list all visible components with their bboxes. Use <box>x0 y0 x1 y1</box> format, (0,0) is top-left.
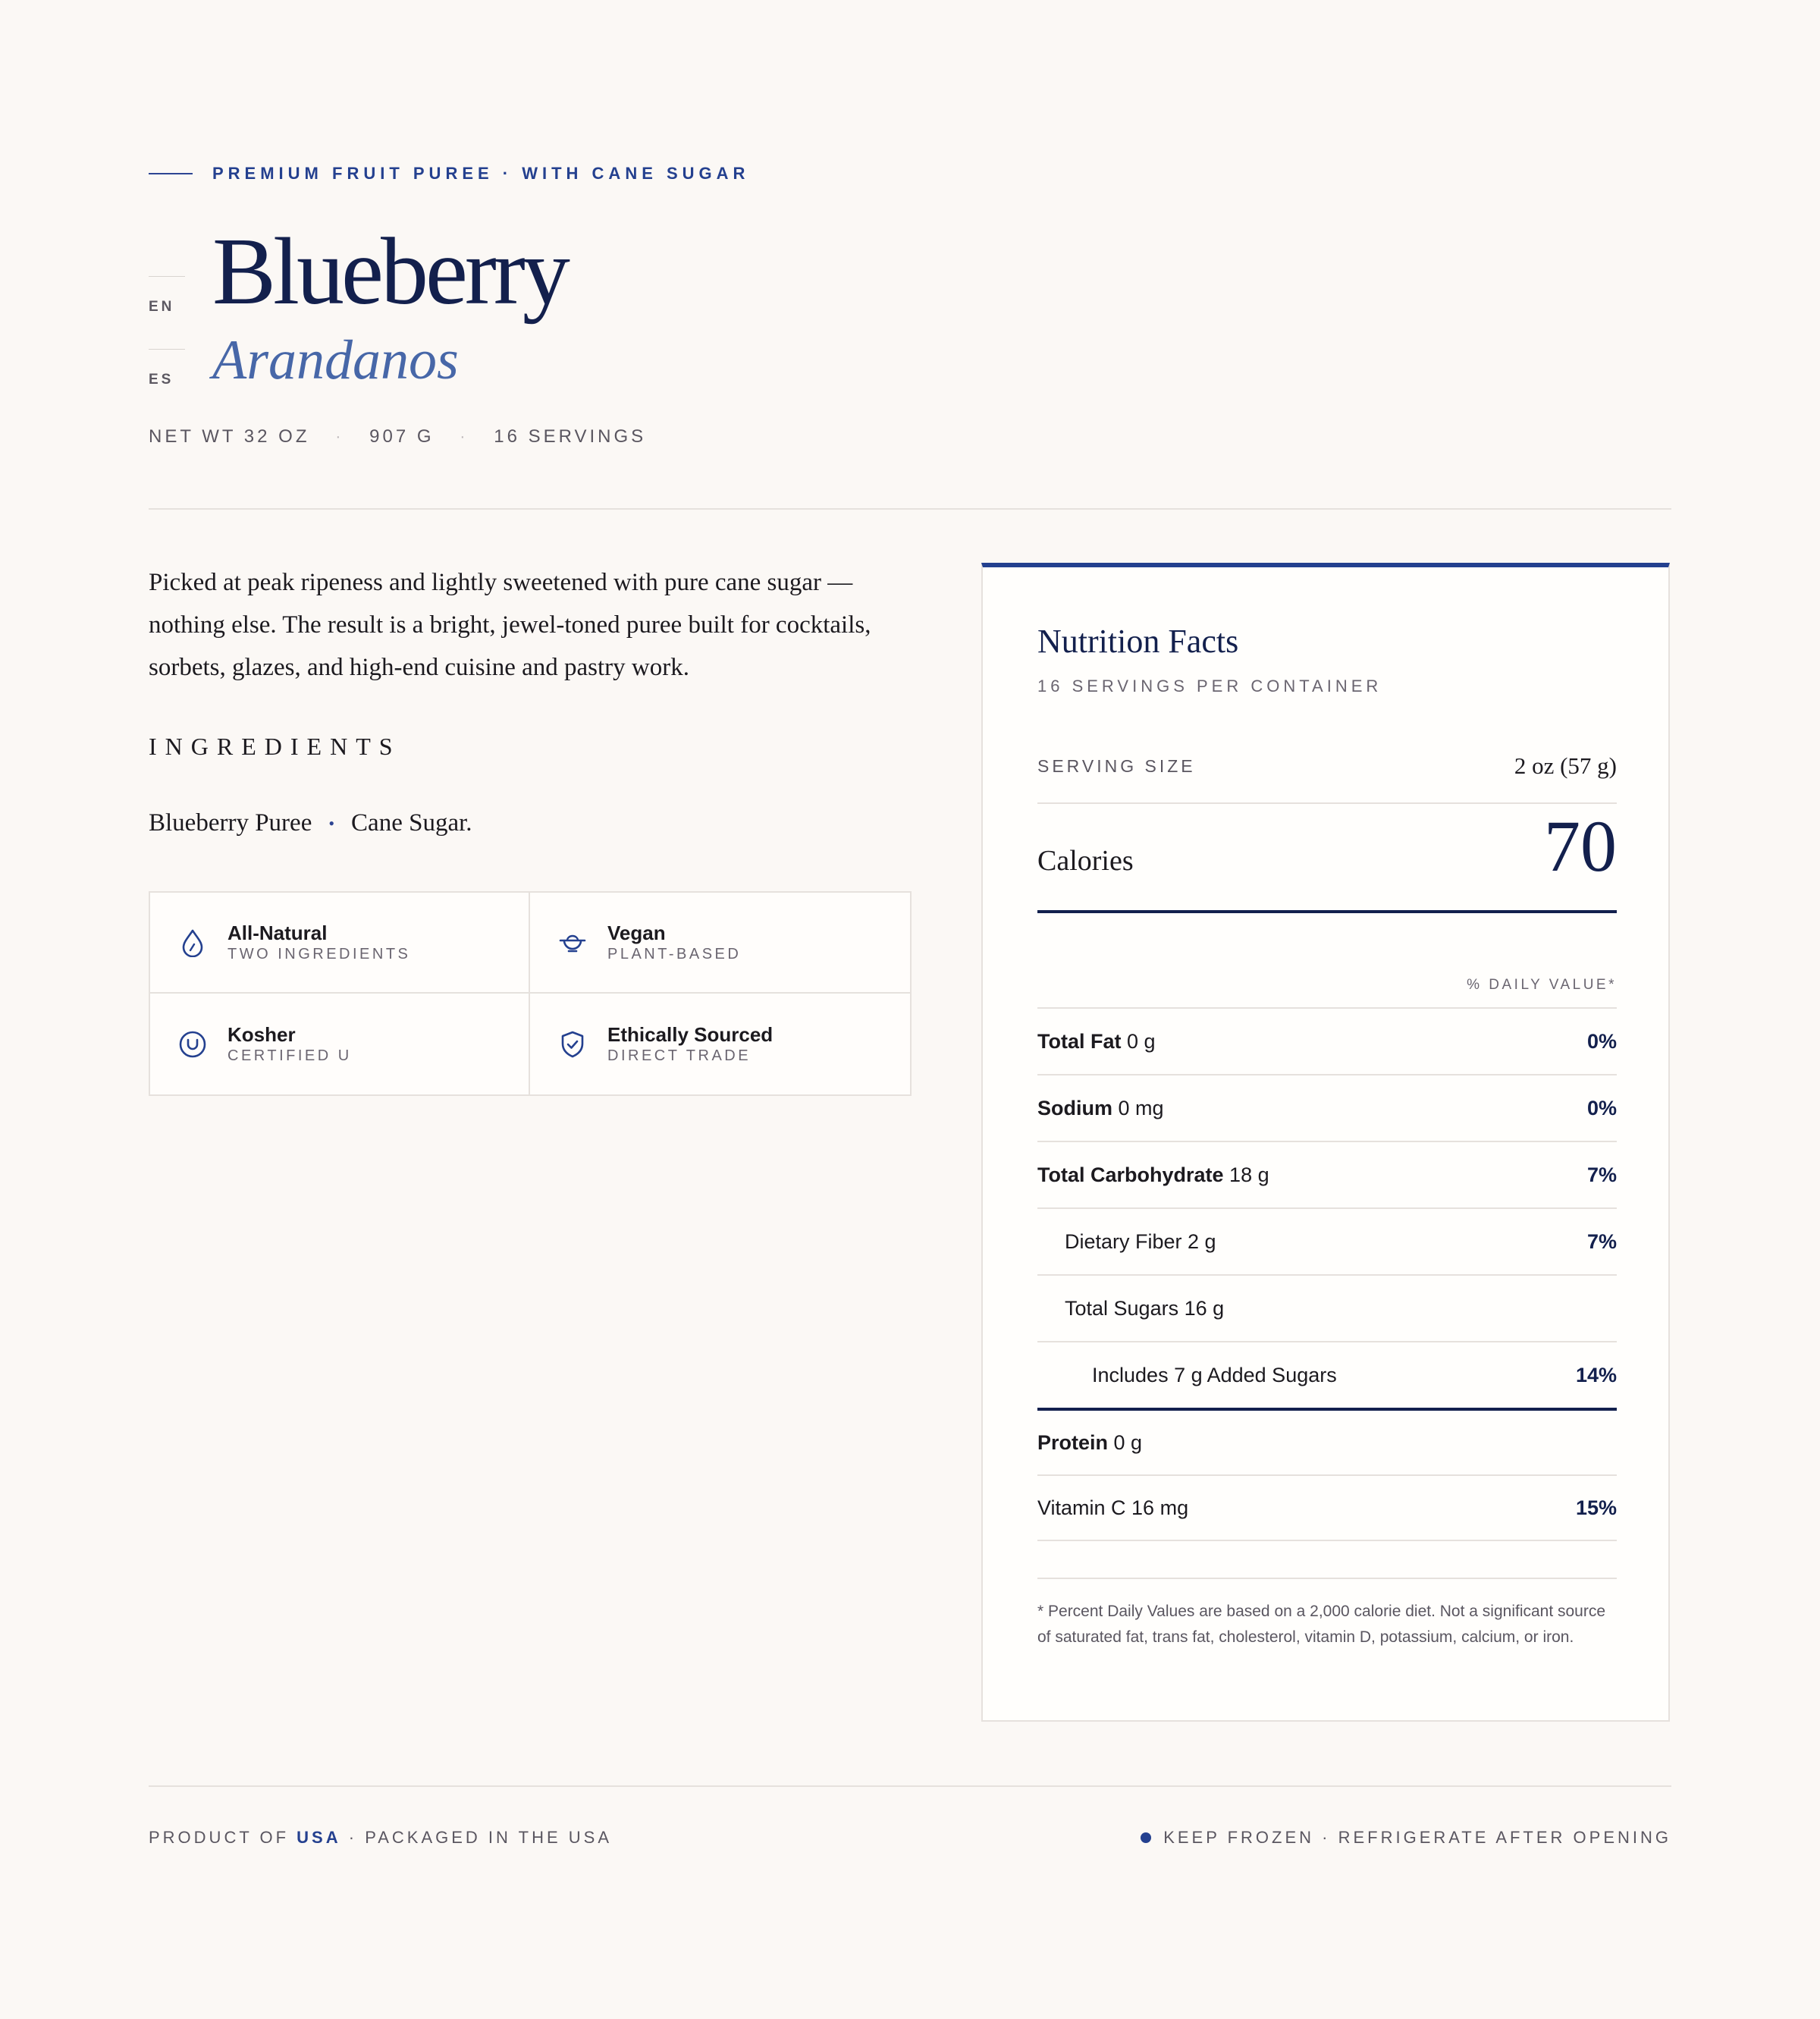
ingredient-bullet: • <box>328 813 335 833</box>
nutrition-title: Nutrition Facts <box>1037 623 1239 660</box>
ingredients-heading: INGREDIENTS <box>149 733 401 760</box>
daily-value-pct: 0% <box>1586 1029 1617 1053</box>
badge-title: Kosher <box>228 1022 296 1046</box>
separator-dot: · <box>460 428 469 445</box>
net-grams: 907 G <box>369 426 435 447</box>
badge-title: Ethically Sourced <box>607 1022 774 1046</box>
daily-value-header: % DAILY VALUE* <box>1467 977 1617 993</box>
nutrient-row-total-sugars: Total Sugars 16 g <box>1037 1274 1617 1341</box>
footer-divider <box>149 1785 1671 1787</box>
lang-tag-es: ES <box>149 372 185 388</box>
product-title-es: Arandanos <box>212 329 459 391</box>
serving-size-row <box>1037 730 1617 804</box>
badge-vegan <box>530 893 910 994</box>
bowl-icon <box>557 928 588 958</box>
servings-per-container: 16 SERVINGS PER CONTAINER <box>1037 677 1382 696</box>
title-es-row <box>149 329 459 391</box>
shield-check-icon <box>557 1029 588 1060</box>
header-divider <box>149 508 1671 510</box>
daily-value-pct: 14% <box>1575 1363 1617 1386</box>
serving-size-value: 2 oz (57 g) <box>1514 752 1617 779</box>
ingredients-list <box>149 809 472 837</box>
nutrient-row-total-fat: Total Fat 0 g 0% <box>1037 1007 1617 1074</box>
ingredient-item: Cane Sugar. <box>351 809 472 837</box>
nutrition-facts-panel <box>981 563 1670 1722</box>
status-dot-icon <box>1141 1832 1151 1843</box>
badge-ethically-sourced <box>530 994 910 1094</box>
net-weight-line <box>149 426 646 447</box>
eyebrow <box>149 161 749 187</box>
daily-value-pct: 15% <box>1575 1496 1617 1519</box>
nutrient-row-protein: Protein 0 g <box>1037 1408 1617 1474</box>
storage-statement: KEEP FROZEN · REFRIGERATE AFTER OPENING <box>1141 1828 1671 1848</box>
origin-country: USA <box>297 1828 341 1847</box>
nutrient-row-sodium: Sodium 0 mg 0% <box>1037 1074 1617 1141</box>
badge-all-natural <box>150 893 530 994</box>
badge-title: All-Natural <box>228 921 328 944</box>
footnote-divider <box>1037 1578 1617 1579</box>
calories-label: Calories <box>1037 845 1134 877</box>
product-title-en: Blueberry <box>212 219 567 325</box>
badge-subtitle: PLANT-BASED <box>607 945 742 962</box>
nutrient-row-added-sugars: Includes 7 g Added Sugars 14% <box>1037 1341 1617 1408</box>
nutrient-row-vitamin-c: Vitamin C 16 mg 15% <box>1037 1474 1617 1541</box>
calories-value: 70 <box>1544 805 1617 887</box>
daily-value-pct: 0% <box>1586 1096 1617 1119</box>
separator-dot: · <box>335 428 344 445</box>
badge-kosher <box>150 994 530 1094</box>
nutrient-row-dietary-fiber: Dietary Fiber 2 g 7% <box>1037 1207 1617 1274</box>
eyebrow-text: PREMIUM FRUIT PUREE · WITH CANE SUGAR <box>212 164 750 183</box>
badge-subtitle: DIRECT TRADE <box>607 1047 752 1064</box>
drop-icon <box>177 928 208 958</box>
daily-value-pct: 7% <box>1586 1163 1617 1186</box>
nutrient-row-total-carbohydrate: Total Carbohydrate 18 g 7% <box>1037 1141 1617 1207</box>
product-description: Picked at peak ripeness and lightly sweetened with pure cane sugar — nothing else. The result is a bright, jewel-toned puree built for cocktails, sorbets, glazes, and high-end cuisine and pastry work. <box>149 569 871 681</box>
badge-subtitle: CERTIFIED U <box>228 1047 352 1064</box>
attribute-badges <box>149 891 912 1096</box>
lang-tag-en: EN <box>149 299 185 320</box>
daily-value-pct: 7% <box>1586 1229 1617 1253</box>
calories-row <box>1037 804 1617 913</box>
ingredient-item: Blueberry Puree <box>149 809 312 837</box>
nutrient-rows <box>1037 1007 1617 1541</box>
origin-statement: PRODUCT OF USA · PACKAGED IN THE USA <box>149 1828 612 1847</box>
eyebrow-rule <box>149 173 193 174</box>
servings-count: 16 SERVINGS <box>494 426 647 447</box>
circle-u-icon <box>177 1029 208 1060</box>
title-en-row <box>149 219 567 325</box>
serving-size-label: SERVING SIZE <box>1037 755 1196 776</box>
badge-subtitle: TWO INGREDIENTS <box>228 945 411 962</box>
net-weight: NET WT 32 OZ <box>149 426 310 447</box>
badge-title: Vegan <box>607 921 666 944</box>
nutrition-footnote: * Percent Daily Values are based on a 2,000 calorie diet. Not a significant source of saturated fat, trans fat, cholesterol, vitamin D, potassium, calcium, or iron. <box>1037 1603 1606 1646</box>
